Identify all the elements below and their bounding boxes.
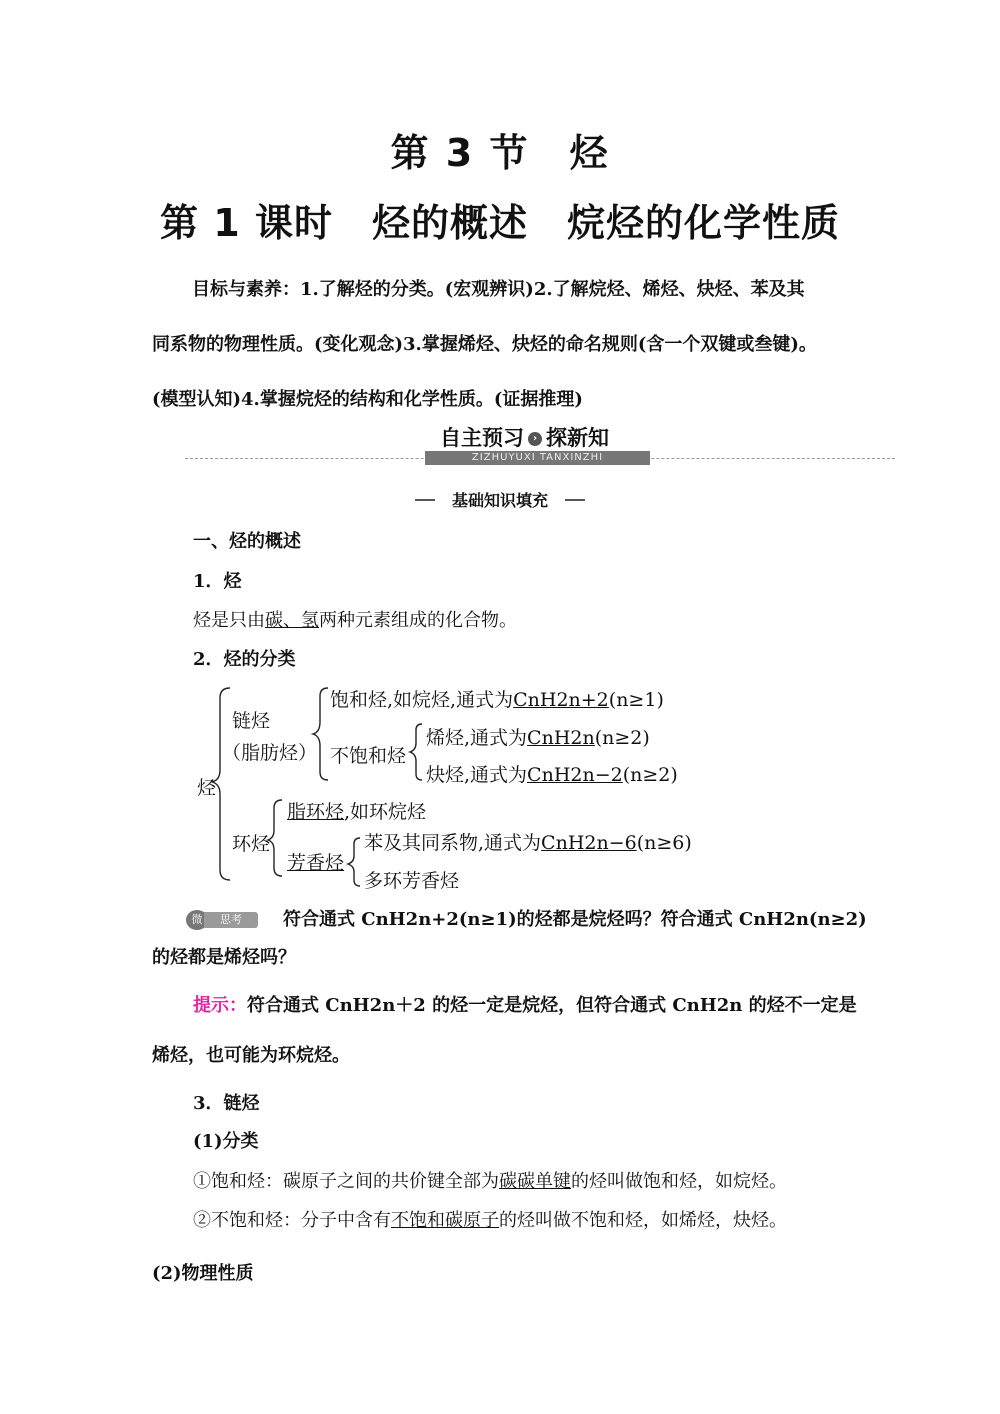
alicyclic-example: ,如环烷烃 xyxy=(344,801,427,823)
saturated-text: 饱和烃,如烷烃,通式为 xyxy=(330,689,514,711)
definition xyxy=(193,609,517,633)
chevron-right-icon: › xyxy=(528,432,542,446)
tree-benzene xyxy=(364,828,692,855)
tree-alkene xyxy=(426,723,650,750)
think-badge xyxy=(186,910,260,930)
benzene-text: 苯及其同系物,通式为 xyxy=(364,832,542,854)
hint-line-2: 烯烃，也可能为环烷烃。 xyxy=(152,1045,350,1066)
alkyne-text: 炔烃,通式为 xyxy=(426,764,528,786)
item-unsaturated-pre: ②不饱和烃：分子中含有 xyxy=(193,1210,391,1231)
tree-root: 烃 xyxy=(197,777,217,799)
tree-alicyclic xyxy=(287,797,426,824)
alkene-text: 烯烃,通式为 xyxy=(426,727,528,749)
saturated-formula: CnH2n+2 xyxy=(513,689,609,711)
learning-goals xyxy=(152,262,852,427)
tree-polycyclic: 多环芳香烃 xyxy=(364,870,460,892)
banner-subtitle: ZIZHUYUXI TANXINZHI xyxy=(425,451,650,465)
subheader-label: 基础知识填充 xyxy=(435,488,565,510)
item-saturated-post: 的烃叫做饱和烃，如烷烃。 xyxy=(571,1171,787,1192)
item-saturated-pre: ①饱和烃：碳原子之间的共价键全部为 xyxy=(193,1171,499,1192)
goals-line-1: 目标与素养：1.了解烃的分类。(宏观辨识)2.了解烷烃、烯烃、炔烃、苯及其 xyxy=(192,279,805,300)
think-badge-right: 思考 xyxy=(204,912,258,928)
lesson-title: 第 1 课时 烃的概述 烷烃的化学性质 xyxy=(160,201,840,245)
alkene-condition: (n≥2) xyxy=(594,727,650,749)
heading-chain: 3．链烃 xyxy=(193,1093,260,1114)
item-unsaturated xyxy=(193,1209,787,1233)
tree-chain-sub: （脂肪烃） xyxy=(222,742,318,764)
definition-sep: 、 xyxy=(283,610,301,631)
goals-line-3: (模型认知)4.掌握烷烃的结构和化学性质。(证据推理) xyxy=(152,389,583,410)
item-saturated-blank: 碳碳单键 xyxy=(499,1171,571,1192)
definition-pre: 烃是只由 xyxy=(193,610,265,631)
hint-line-1 xyxy=(193,994,857,1018)
subheader-bar xyxy=(415,488,585,512)
section-banner xyxy=(440,422,609,452)
tree-chain: 链烃 xyxy=(232,710,271,732)
tree-aromatic xyxy=(287,848,344,875)
tree-unsaturated: 不饱和烃 xyxy=(330,745,407,767)
benzene-formula: CnH2n−6 xyxy=(541,832,637,854)
banner-right-text: 探新知 xyxy=(546,426,609,450)
definition-blank-2: 氢 xyxy=(301,610,319,631)
hint-text-1: 符合通式 CnH2n＋2 的烃一定是烷烃，但符合通式 CnH2n 的烃不一定是 xyxy=(247,995,857,1016)
tree-ring: 环烃 xyxy=(232,833,271,855)
hint-label: 提示： xyxy=(193,995,247,1016)
heading-classification: 2．烃的分类 xyxy=(193,649,296,670)
benzene-condition: (n≥6) xyxy=(636,832,692,854)
item-unsaturated-blank: 不饱和碳原子 xyxy=(391,1210,499,1231)
alkyne-formula: CnH2n−2 xyxy=(527,764,623,786)
alkyne-condition: (n≥2) xyxy=(622,764,678,786)
item-saturated xyxy=(193,1170,787,1194)
alkene-formula: CnH2n xyxy=(527,727,595,749)
think-question-2: 的烃都是烯烃吗？ xyxy=(152,947,296,968)
alicyclic-label: 脂环烃 xyxy=(287,801,345,823)
think-question-1: 符合通式 CnH2n+2(n≥1)的烃都是烷烃吗？符合通式 CnH2n(n≥2) xyxy=(283,909,867,930)
section-title: 第 3 节 烃 xyxy=(390,131,610,175)
goals-line-2: 同系物的物理性质。(变化观念)3.掌握烯烃、炔烃的命名规则(含一个双键或叁键)。 xyxy=(152,334,817,355)
saturated-condition: (n≥1) xyxy=(608,689,664,711)
heading-overview: 一、烃的概述 xyxy=(193,531,301,552)
banner-left-text: 自主预习 xyxy=(440,426,524,450)
definition-post: 两种元素组成的化合物。 xyxy=(319,610,517,631)
tree-saturated xyxy=(330,685,664,712)
think-badge-left: 微 xyxy=(186,910,208,930)
heading-hydrocarbon: 1．烃 xyxy=(193,571,242,592)
heading-classify: (1)分类 xyxy=(193,1131,259,1152)
aromatic-label: 芳香烃 xyxy=(287,852,345,874)
definition-blank-1: 碳 xyxy=(265,610,283,631)
tree-alkyne xyxy=(426,760,678,787)
heading-physical: (2)物理性质 xyxy=(152,1263,254,1284)
item-unsaturated-post: 的烃叫做不饱和烃，如烯烃，炔烃。 xyxy=(499,1210,787,1231)
